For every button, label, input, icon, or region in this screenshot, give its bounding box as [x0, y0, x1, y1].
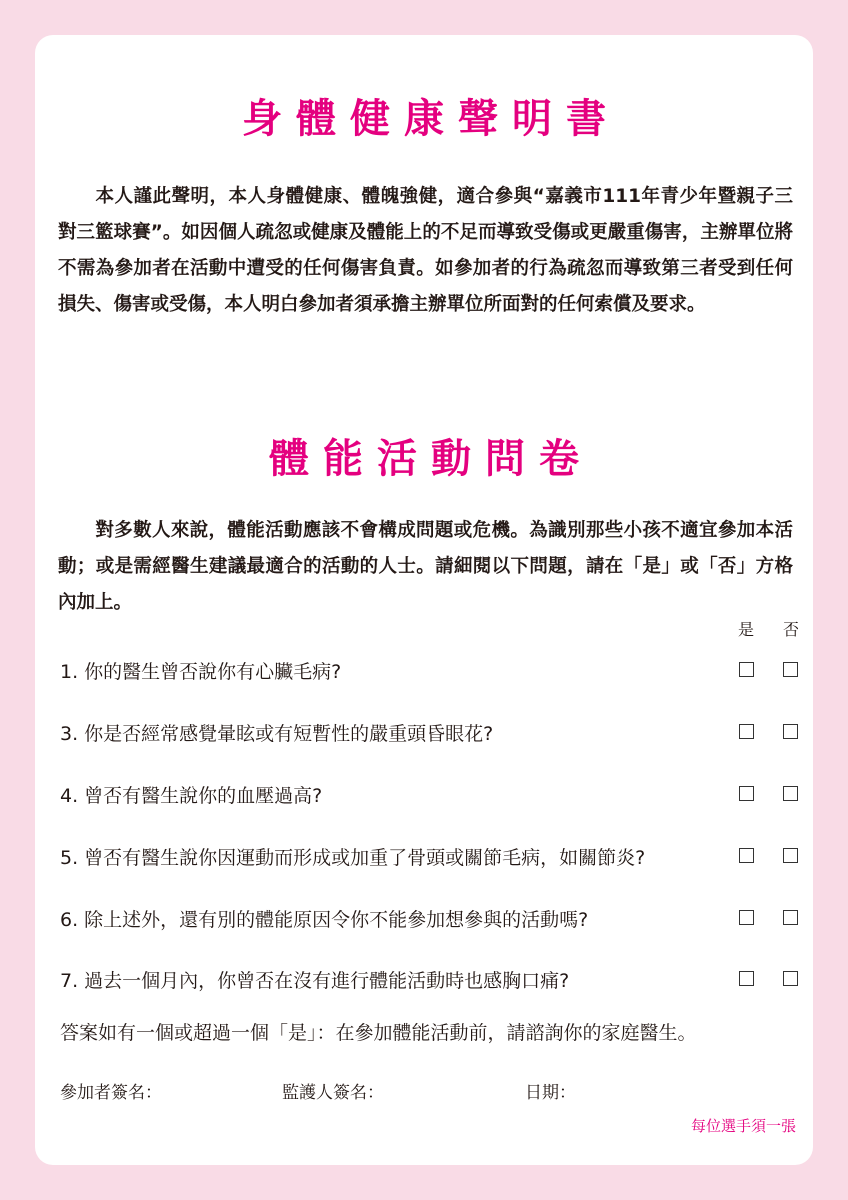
question-5-yes-checkbox[interactable] — [739, 848, 754, 863]
footer-note: 每位選手須一張 — [690, 1117, 796, 1135]
question-7-no-checkbox[interactable] — [783, 971, 798, 986]
question-4: 4. 曾否有醫生說你的血壓過高? — [60, 785, 323, 807]
question-7-yes-checkbox[interactable] — [739, 971, 754, 986]
question-3-no-checkbox[interactable] — [783, 724, 798, 739]
questionnaire-intro — [58, 513, 793, 621]
question-7: 7. 過去一個月內，你曾否在沒有進行體能活動時也感胸口痛? — [60, 970, 570, 992]
date-label: 日期： — [525, 1083, 576, 1103]
question-4-yes-checkbox[interactable] — [739, 786, 754, 801]
no-column-header: 否 — [783, 620, 800, 639]
guardian-signature-label: 監護人簽名： — [282, 1083, 384, 1103]
form-card — [35, 35, 813, 1165]
question-1: 1. 你的醫生曾否說你有心臟毛病? — [60, 661, 342, 683]
doctor-consult-note: 答案如有一個或超過一個「是」：在參加體能活動前，請諮詢你的家庭醫生。 — [60, 1022, 697, 1044]
declaration-title: 身體健康聲明書 — [242, 96, 620, 142]
question-1-no-checkbox[interactable] — [783, 662, 798, 677]
question-5-no-checkbox[interactable] — [783, 848, 798, 863]
question-4-no-checkbox[interactable] — [783, 786, 798, 801]
question-1-yes-checkbox[interactable] — [739, 662, 754, 677]
declaration-body — [58, 179, 793, 323]
question-3: 3. 你是否經常感覺暈眩或有短暫性的嚴重頭昏眼花? — [60, 723, 494, 745]
participant-signature-label: 參加者簽名： — [60, 1083, 162, 1103]
declaration-text: 本人謹此聲明，本人身體健康、體魄強健，適合參與“嘉義市111年青少年暨親子三對三籃球賽”。如因個人疏忽或健康及體能上的不足而導致受傷或更嚴重傷害，主辦單位將不需為參加者在活動中遭受的任何傷害負責。如參加者的行為疏忽而導致第三者受到任何損失、傷害或受傷，本人明白參加者須承擔主辦單位所面對的任何索償及要求。 — [58, 186, 793, 315]
question-5: 5. 曾否有醫生說你因運動而形成或加重了骨頭或關節毛病，如關節炎? — [60, 847, 646, 869]
question-6: 6. 除上述外，還有別的體能原因令你不能參加想參與的活動嗎? — [60, 909, 589, 931]
question-6-yes-checkbox[interactable] — [739, 910, 754, 925]
questionnaire-title: 體能活動問卷 — [269, 436, 593, 482]
yes-column-header: 是 — [738, 620, 755, 639]
question-3-yes-checkbox[interactable] — [739, 724, 754, 739]
questionnaire-intro-text: 對多數人來說，體能活動應該不會構成問題或危機。為識別那些小孩不適宜參加本活動；或是需經醫生建議最適合的活動的人士。請細閱以下問題，請在「是」或「否」方格內加上。 — [58, 520, 793, 613]
question-6-no-checkbox[interactable] — [783, 910, 798, 925]
